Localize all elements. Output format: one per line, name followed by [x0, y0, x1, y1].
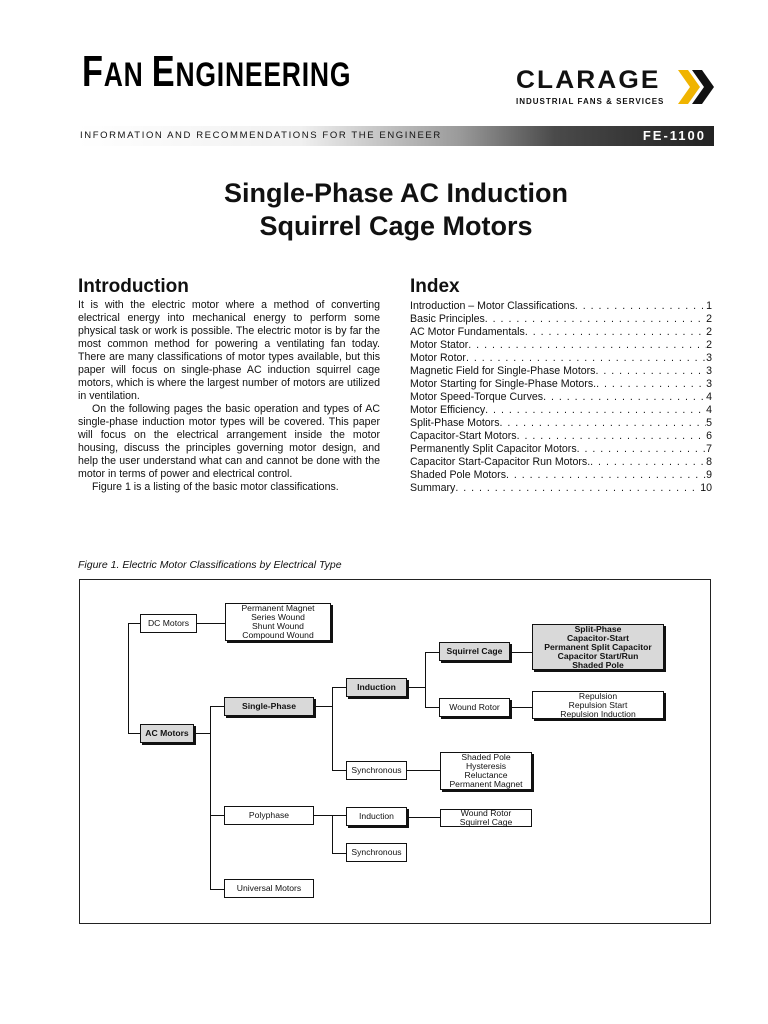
- index-entry-label: Permanently Split Capacitor Motors: [410, 443, 577, 455]
- index-leader-dots: [500, 417, 707, 430]
- node-label: Synchronous: [351, 847, 402, 857]
- node-label: Hysteresis: [465, 761, 507, 771]
- document-number: FE-1100: [642, 128, 706, 143]
- node-label: Induction: [359, 811, 394, 821]
- index-leader-dots: [466, 352, 706, 365]
- index-entry-page: 4: [706, 391, 712, 403]
- index-entry-page: 2: [706, 326, 712, 338]
- node-label: Wound Rotor: [460, 808, 512, 818]
- node-dc-motors: [140, 614, 197, 633]
- intro-paragraph-1: It is with the electric motor where a method of converting electrical energy into mechanical energy to perform some physical task or work is possible. The electric motor is by far the most common method for powering a ventilating fan today. There are many classifications of motor types available, but this paper will focus on single-phase AC induction squirrel cage motors, which is where the largest number of motors are utilized in ventilation.: [78, 299, 380, 402]
- node-label: Permanent Magnet: [241, 603, 315, 613]
- connector: [332, 770, 346, 771]
- index-entry-label: Summary: [410, 482, 456, 494]
- index-entry-label: Motor Speed-Torque Curves: [410, 391, 544, 403]
- index-leader-dots: [517, 430, 707, 443]
- index-entry-label: Capacitor Start-Capacitor Run Motors.: [410, 456, 591, 468]
- index-entry-label: Basic Principles: [410, 313, 485, 325]
- index-entry-label: Introduction – Motor Classifications: [410, 300, 575, 312]
- connector: [425, 707, 439, 708]
- index-entry-page: 2: [706, 313, 712, 325]
- node-squirrel-cage-types: [532, 624, 664, 670]
- intro-paragraph-3: Figure 1 is a listing of the basic motor classifications.: [92, 481, 339, 493]
- index-entry-label: Motor Stator: [410, 339, 469, 351]
- node-label: Repulsion Start: [568, 699, 628, 710]
- index-entry-label: Magnetic Field for Single-Phase Motors: [410, 365, 596, 377]
- connector: [194, 733, 210, 734]
- masthead-part-2: NGINEERING: [175, 56, 352, 94]
- masthead-part-1: AN: [103, 56, 152, 94]
- document-title: [78, 177, 714, 243]
- masthead-letter-f: F: [82, 47, 104, 96]
- node-label-list: [449, 753, 522, 789]
- logo-tagline: INDUSTRIAL FANS & SERVICES: [516, 97, 665, 106]
- index-entry: [410, 391, 712, 404]
- index-leader-dots: [468, 339, 706, 352]
- node-label: Universal Motors: [236, 883, 302, 893]
- index-entry: [410, 482, 712, 495]
- index-entry: [410, 378, 712, 391]
- node-label: DC Motors: [147, 618, 190, 628]
- connector: [128, 733, 140, 734]
- index-entry-page: 3: [706, 378, 712, 390]
- index-entry: [410, 404, 712, 417]
- node-label: Synchronous: [351, 765, 402, 775]
- connector: [314, 706, 332, 707]
- connector: [332, 687, 333, 770]
- node-label: Reluctance: [464, 770, 508, 780]
- index-entry: [410, 456, 712, 469]
- node-label-list: [241, 604, 314, 640]
- index-entry: [410, 417, 712, 430]
- index-heading: Index: [410, 276, 460, 297]
- index-entry: [410, 443, 712, 456]
- node-label: Permanent Magnet: [449, 779, 523, 789]
- connector: [425, 652, 426, 707]
- index-leader-dots: [595, 365, 706, 378]
- index-entry-page: 3: [706, 365, 712, 377]
- index-leader-dots: [590, 456, 706, 469]
- connector: [510, 707, 532, 708]
- connector: [510, 652, 532, 653]
- index-entry-label: Capacitor-Start Motors: [410, 430, 517, 442]
- node-dc-types: [225, 603, 331, 641]
- node-wound-rotor: [439, 698, 510, 717]
- connector: [425, 652, 439, 653]
- node-label: Polyphase: [248, 810, 290, 820]
- index-list: [410, 300, 712, 495]
- connector: [314, 815, 347, 816]
- masthead-letter-e: E: [151, 47, 176, 96]
- node-label-list: [460, 809, 513, 827]
- node-single-phase: [224, 697, 314, 716]
- figure-diagram: [79, 579, 711, 924]
- node-label: Squirrel Cage: [446, 646, 503, 656]
- node-label: Squirrel Cage: [459, 817, 513, 827]
- index-entry-page: 6: [706, 430, 712, 442]
- node-synchronous: [346, 761, 407, 780]
- subtitle-bar: [78, 126, 714, 146]
- intro-paragraph-2: On the following pages the basic operation and types of AC single-phase induction motor types will be covered. This paper will focus on the electrical arrangement inside the motor housing, discuss the principles governing motor design, and help the user understand what can and cannot be done with the motor in terms of power and electrical control.: [78, 403, 380, 480]
- node-label: Series Wound: [251, 612, 305, 622]
- index-leader-dots: [525, 326, 706, 339]
- connector: [407, 817, 440, 818]
- connector: [128, 623, 129, 733]
- node-squirrel-cage: [439, 642, 510, 661]
- connector: [210, 706, 211, 889]
- masthead-title: [82, 47, 352, 96]
- index-entry: [410, 352, 712, 365]
- connector: [332, 853, 346, 854]
- node-wound-rotor-types: [532, 691, 664, 719]
- figure-caption: Figure 1. Electric Motor Classifications by Electrical Type: [78, 559, 342, 571]
- node-label: Wound Rotor: [449, 702, 500, 712]
- introduction-heading: Introduction: [78, 276, 189, 297]
- node-ac-motors: [140, 724, 194, 743]
- connector: [407, 687, 425, 688]
- index-entry-page: 4: [706, 404, 712, 416]
- index-entry-page: 9: [706, 469, 712, 481]
- index-entry-page: 7: [706, 443, 712, 455]
- node-universal-motors: [224, 879, 314, 898]
- index-entry: [410, 326, 712, 339]
- index-entry: [410, 365, 712, 378]
- node-label: Shaded Pole: [461, 752, 511, 762]
- index-entry-label: Split-Phase Motors: [410, 417, 500, 429]
- title-line-1: Single-Phase AC Induction: [223, 178, 569, 208]
- index-entry-page: 5: [706, 417, 712, 429]
- node-label-list: [560, 692, 636, 719]
- clarage-logo: [514, 66, 714, 112]
- chevron-icon: [676, 68, 716, 106]
- index-entry-label: AC Motor Fundamentals: [410, 326, 525, 338]
- node-label: Capacitor-Start: [566, 632, 630, 643]
- connector: [210, 889, 224, 890]
- index-leader-dots: [485, 313, 706, 326]
- title-line-2: Squirrel Cage Motors: [259, 211, 533, 241]
- connector: [332, 687, 346, 688]
- node-poly-synchronous: [346, 843, 407, 862]
- index-entry-label: Shaded Pole Motors: [410, 469, 506, 481]
- node-label: Permanent Split Capacitor: [544, 641, 652, 652]
- connector: [210, 815, 224, 816]
- node-polyphase: [224, 806, 314, 825]
- index-entry: [410, 469, 712, 482]
- node-label-list: [544, 625, 651, 670]
- node-poly-induction: [346, 807, 407, 826]
- connector: [407, 770, 440, 771]
- index-entry: [410, 430, 712, 443]
- index-entry-label: Motor Starting for Single-Phase Motors.: [410, 378, 597, 390]
- index-entry-page: 3: [706, 352, 712, 364]
- node-induction: [346, 678, 407, 697]
- index-entry-label: Motor Rotor: [410, 352, 466, 364]
- index-entry-page: 10: [700, 482, 712, 494]
- introduction-body: [78, 299, 380, 494]
- connector: [128, 623, 140, 624]
- node-label: Shunt Wound: [252, 621, 304, 631]
- node-label: AC Motors: [145, 728, 189, 738]
- node-label: Repulsion Induction: [560, 708, 636, 719]
- logo-name: CLARAGE: [516, 66, 661, 94]
- index-entry-page: 1: [706, 300, 712, 312]
- node-label: Induction: [357, 682, 396, 692]
- node-label: Shaded Pole: [572, 659, 624, 670]
- node-label: Single-Phase: [242, 701, 296, 711]
- index-leader-dots: [596, 378, 706, 391]
- index-leader-dots: [485, 404, 706, 417]
- index-leader-dots: [577, 443, 706, 456]
- index-leader-dots: [506, 469, 706, 482]
- node-label: Compound Wound: [242, 630, 314, 640]
- index-entry: [410, 339, 712, 352]
- index-leader-dots: [455, 482, 700, 495]
- node-label: Split-Phase: [574, 623, 622, 634]
- index-entry: [410, 313, 712, 326]
- index-leader-dots: [575, 300, 706, 313]
- index-leader-dots: [543, 391, 706, 404]
- node-synchronous-types: [440, 752, 532, 790]
- connector: [332, 815, 333, 853]
- node-label: Repulsion: [578, 690, 618, 701]
- node-label: Capacitor Start/Run: [557, 650, 639, 661]
- index-entry: [410, 300, 712, 313]
- connector: [197, 623, 225, 624]
- index-entry-page: 8: [706, 456, 712, 468]
- connector: [210, 706, 224, 707]
- index-entry-page: 2: [706, 339, 712, 351]
- node-poly-induction-types: [440, 809, 532, 827]
- subtitle-text: INFORMATION AND RECOMMENDATIONS FOR THE ENGINEER: [80, 130, 442, 141]
- index-entry-label: Motor Efficiency: [410, 404, 486, 416]
